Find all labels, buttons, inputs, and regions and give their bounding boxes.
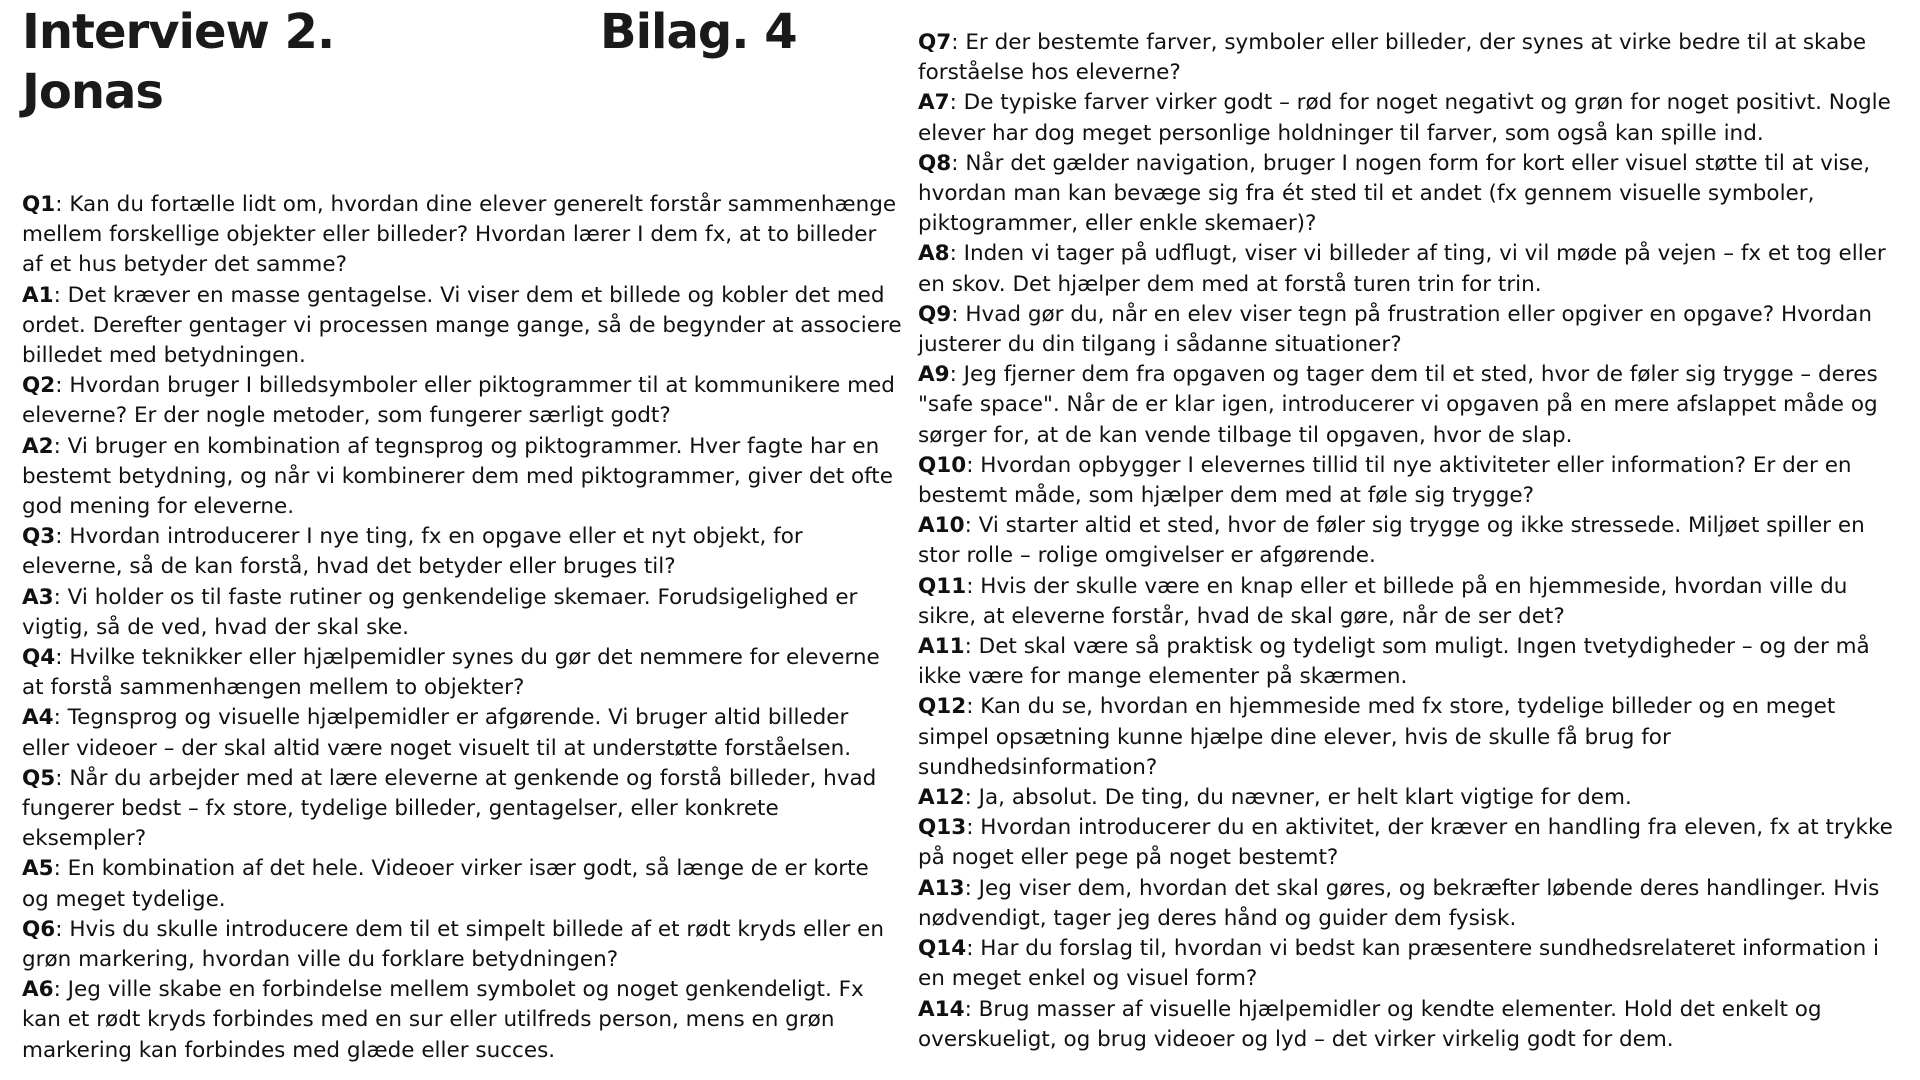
right-column — [918, 28, 1903, 1055]
qa-text: : Inden vi tager på udflugt, viser vi billeder af ting, vi vil møde på vejen – fx et tog eller en skov. Det hjælper dem med at forstå turen trin for trin. — [918, 241, 1886, 297]
qa-text: : En kombination af det hele. Videoer virker især godt, så længe de er korte og meget tydelige. — [22, 856, 869, 912]
qa-label: Q11 — [918, 573, 967, 599]
qa-text: : Kan du fortælle lidt om, hvordan dine elever generelt forstår sammenhænge mellem forskellige objekter eller billeder? Hvordan lærer I dem fx, at to billeder af et hus betyder det samme? — [22, 192, 897, 278]
qa-text: : Det kræver en masse gentagelse. Vi viser dem et billede og kobler det med ordet. Derefter gentager vi processen mange gange, så de begynder at associere billedet med betydningen. — [22, 282, 902, 369]
qa-text: : Hvordan bruger I billedsymboler eller piktogrammer til at kommunikere med eleverne? Er der nogle metoder, som fungerer særligt godt? — [22, 373, 895, 429]
qa-label: A5 — [22, 856, 54, 882]
qa-label: A10 — [918, 513, 965, 539]
qa-label: A4 — [22, 705, 54, 731]
qa-q3 — [22, 522, 902, 582]
qa-text: : Når du arbejder med at lære eleverne at genkende og forstå billeder, hvad fungerer bedst – fx store, tydelige billeder, gentagelser, eller konkrete eksempler? — [22, 765, 877, 852]
qa-label: Q7 — [918, 30, 952, 55]
qa-text: : Jeg fjerner dem fra opgaven og tager dem til et sted, hvor de føler sig trygge – deres "safe space". Når de er klar igen, introducerer vi opgaven på en mere afslappet måde og sørger for, at de kan vende tilbage til opgaven, hvor de slap. — [918, 362, 1878, 448]
qa-q11 — [918, 572, 1903, 632]
qa-label: A13 — [918, 875, 965, 901]
qa-a11 — [918, 632, 1903, 692]
qa-q5 — [22, 764, 902, 855]
title-line-1: Interview 2. — [22, 4, 335, 60]
qa-q7 — [918, 28, 1903, 88]
qa-text: : Jeg viser dem, hvordan det skal gøres, og bekræfter løbende deres handlinger. Hvis nødvendigt, tager jeg deres hånd og guider dem fysisk. — [918, 875, 1880, 931]
qa-label: A11 — [918, 634, 965, 660]
qa-label: A12 — [918, 785, 965, 811]
qa-a8 — [918, 239, 1903, 299]
qa-a3 — [22, 583, 902, 643]
qa-text: : Hvis du skulle introducere dem til et simpelt billede af et rødt kryds eller en grøn markering, hvordan ville du forklare betydningen? — [22, 916, 884, 973]
qa-a13 — [918, 874, 1903, 934]
qa-q1 — [22, 190, 902, 281]
qa-label: A6 — [22, 977, 54, 1003]
qa-text: : Kan du se, hvordan en hjemmeside med fx store, tydelige billeder og en meget simpel opsætning kunne hjælpe dine elever, hvis de skulle få brug for sundhedsinformation? — [918, 694, 1836, 780]
qa-label: Q4 — [22, 645, 56, 671]
qa-text: : Hvilke teknikker eller hjælpemidler synes du gør det nemmere for eleverne at forstå sammenhængen mellem to objekter? — [22, 645, 880, 701]
qa-a10 — [918, 511, 1903, 571]
qa-a12 — [918, 783, 1903, 813]
qa-q12 — [918, 692, 1903, 783]
qa-a4 — [22, 703, 902, 763]
qa-q6 — [22, 915, 902, 975]
qa-a2 — [22, 432, 902, 523]
qa-label: A2 — [22, 433, 54, 459]
qa-q13 — [918, 813, 1903, 873]
appendix-label: Bilag. 4 — [600, 4, 797, 60]
qa-text: : Det skal være så praktisk og tydeligt som muligt. Ingen tvetydigheder – og der må ikke være for mange elementer på skærmen. — [918, 634, 1870, 690]
qa-q4 — [22, 643, 902, 703]
qa-label: A9 — [918, 362, 950, 388]
qa-text: : Når det gælder navigation, bruger I nogen form for kort eller visuel støtte til at vise, hvordan man kan bevæge sig fra ét sted til et andet (fx gennem visuelle symboler, piktogrammer, eller enkle skemaer)? — [918, 150, 1871, 237]
qa-text: : Brug masser af visuelle hjælpemidler og kendte elementer. Hold det enkelt og overskueligt, og brug videoer og lyd – det virker virkelig godt for dem. — [918, 996, 1822, 1052]
qa-label: Q1 — [22, 192, 56, 217]
qa-label: A14 — [918, 996, 965, 1022]
qa-q10 — [918, 451, 1903, 511]
qa-text: : Hvordan introducerer I nye ting, fx en opgave eller et nyt objekt, for eleverne, så de kan forstå, hvad det betyder eller bruges til? — [22, 524, 803, 580]
qa-text: : Hvad gør du, når en elev viser tegn på frustration eller opgiver en opgave? Hvordan justerer du din tilgang i sådanne situationer? — [918, 301, 1872, 358]
qa-text: : Vi holder os til faste rutiner og genkendelige skemaer. Forudsigelighed er vigtig, så de ved, hvad der skal ske. — [22, 584, 858, 640]
qa-text: : Har du forslag til, hvordan vi bedst kan præsentere sundhedsrelateret information i en meget enkel og visuel form? — [918, 936, 1880, 992]
qa-text: : Jeg ville skabe en forbindelse mellem symbolet og noget genkendeligt. Fx kan et rødt kryds forbindes med en sur eller utilfreds person, mens en grøn markering kan forbindes med glæde eller succes. — [22, 977, 864, 1063]
title-line-2: Jonas — [22, 64, 163, 120]
qa-text: : Hvis der skulle være en knap eller et billede på en hjemmeside, hvordan ville du sikre, at eleverne forstår, hvad de skal gøre, når de ser det? — [918, 573, 1848, 629]
qa-label: Q9 — [918, 301, 952, 327]
qa-q8 — [918, 149, 1903, 240]
qa-label: A8 — [918, 241, 950, 267]
qa-label: Q5 — [22, 765, 56, 791]
qa-text: : Er der bestemte farver, symboler eller billeder, der synes at virke bedre til at skabe forståelse hos eleverne? — [918, 30, 1867, 86]
qa-a5 — [22, 854, 902, 914]
qa-a6 — [22, 975, 902, 1066]
qa-text: : Ja, absolut. De ting, du nævner, er helt klart vigtige for dem. — [964, 785, 1632, 811]
qa-label: Q14 — [918, 936, 967, 962]
qa-q9 — [918, 300, 1903, 360]
qa-label: A7 — [918, 90, 950, 116]
qa-q2 — [22, 371, 902, 431]
qa-a14 — [918, 995, 1903, 1055]
qa-label: Q8 — [918, 150, 952, 176]
qa-label: Q10 — [918, 452, 967, 478]
qa-label: Q6 — [22, 916, 56, 942]
qa-text: : Vi bruger en kombination af tegnsprog og piktogrammer. Hver fagte har en bestemt betydning, og når vi kombinerer dem med piktogrammer, giver det ofte god mening for eleverne. — [22, 433, 893, 520]
qa-a9 — [918, 360, 1903, 451]
qa-q14 — [918, 934, 1903, 994]
qa-label: A1 — [22, 282, 54, 308]
left-column — [22, 190, 902, 1066]
qa-text: : Hvordan introducerer du en aktivitet, der kræver en handling fra eleven, fx at trykke på noget eller pege på noget bestemt? — [918, 815, 1893, 871]
document-title — [22, 2, 334, 122]
qa-text: : De typiske farver virker godt – rød for noget negativt og grøn for noget positivt. Nogle elever har dog meget personlige holdninger til farver, som også kan spille ind. — [918, 90, 1891, 146]
qa-text: : Hvordan opbygger I elevernes tillid til nye aktiviteter eller information? Er der en bestemt måde, som hjælper dem med at føle sig trygge? — [918, 452, 1852, 509]
qa-text: : Tegnsprog og visuelle hjælpemidler er afgørende. Vi bruger altid billeder eller videoer – der skal altid være noget visuelt til at understøtte forståelsen. — [22, 705, 852, 761]
qa-text: : Vi starter altid et sted, hvor de føler sig trygge og ikke stressede. Miljøet spiller en stor rolle – rolige omgivelser er afgørende. — [918, 513, 1865, 569]
qa-label: A3 — [22, 584, 54, 610]
qa-a1 — [22, 281, 902, 372]
qa-label: Q13 — [918, 815, 967, 841]
qa-label: Q12 — [918, 694, 967, 720]
qa-a7 — [918, 88, 1903, 148]
qa-label: Q2 — [22, 373, 56, 399]
qa-label: Q3 — [22, 524, 56, 550]
